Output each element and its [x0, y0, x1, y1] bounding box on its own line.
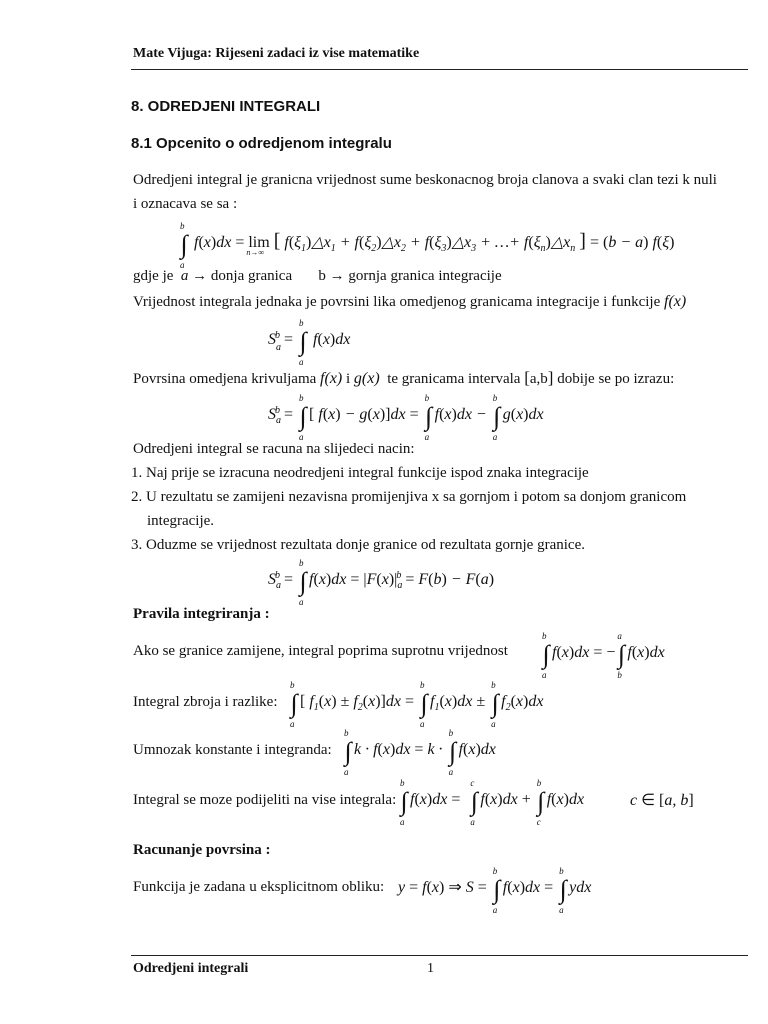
intro-line-2: i oznacava se sa :	[133, 196, 238, 212]
area-formula: $S_a^b$ = ∫ b a f(x)dx	[268, 318, 351, 367]
rule-1-formula: ∫ b a f(x)dx = −∫ a b f(x)dx	[542, 631, 665, 680]
areas-heading: Racunanje povrsina :	[133, 842, 271, 858]
newton-leibniz-formula: $S_a^b$ = ∫ b a $f(x)dx = |F(x)|_a^b = F(b) - F(a)$	[268, 558, 495, 607]
rules-heading: Pravila integriranja :	[133, 606, 270, 622]
between-curves-formula: $S_a^b$ = ∫ b a [ f(x) − g(x)]dx = ∫ b a f(x)dx − ∫ b a g(x)dx	[268, 393, 544, 442]
rule-3-label: Umnozak konstante i integranda:	[133, 742, 332, 758]
procedure-step-1: 1. Naj prije se izracuna neodredjeni integral funkcije ispod znaka integracije	[131, 465, 589, 481]
chapter-title: 8. ODREDJENI INTEGRALI	[131, 98, 321, 115]
between-curves-text: Povrsina omedjena krivuljama f(x) i g(x) te granicama intervala [a,b] dobije se po izrazu:	[133, 368, 675, 387]
rule-2-label: Integral zbroja i razlike:	[133, 694, 278, 710]
footer-title: Odredjeni integrali	[133, 961, 249, 976]
page-number: 1	[427, 961, 434, 976]
rule-3-formula: ∫ b a k · f(x)dx = k · ∫ b a f(x)dx	[344, 728, 496, 777]
intro-line-1: Odredjeni integral je granicna vrijednost sume beskonacnog broja clanova a svaki clan tezi k nuli	[133, 172, 717, 188]
limits-note: gdje je a → donja granica b → gornja granica integracije	[133, 268, 502, 284]
definition-formula: ∫ b a f(x)dx = lim n→∞ [ $f(\xi_1)\triangle x_1$ + $f(\xi_2)\triangle x_2$ + $f(\xi_3)\triangle x_3$ + …+ $f(\xi_n)\triangle x_n$ ] = (b − a) f(ξ)	[180, 221, 675, 270]
rule-4-condition: c ∈ [a, b]	[630, 792, 694, 809]
footer-rule	[131, 955, 748, 956]
rule-1-label: Ako se granice zamijene, integral poprima suprotnu vrijednost	[133, 643, 508, 659]
rule-4-label: Integral se moze podijeliti na vise integrala:	[133, 792, 397, 808]
running-header: Mate Vijuga: Rijeseni zadaci iz vise matematike	[133, 46, 420, 61]
explicit-label: Funkcija je zadana u eksplicitnom obliku:	[133, 879, 385, 895]
area-text: Vrijednost integrala jednaka je povrsini lika omedjenog granicama integracije i funkcije f(x)	[133, 293, 687, 310]
explicit-formula: y = f(x) ⇒ S = ∫ b a f(x)dx = ∫ b a ydx	[398, 866, 592, 915]
procedure-step-3: 3. Oduzme se vrijednost rezultata donje granice od rezultata gornje granice.	[131, 537, 585, 553]
procedure-intro: Odredjeni integral se racuna na slijedeci nacin:	[133, 441, 415, 457]
rule-2-formula: ∫ b a [ $f_1(x) \pm f_2(x)]dx$ = ∫ b a $f_1(x)dx$ ± ∫ b a $f_2(x)dx$	[290, 680, 544, 729]
section-title: 8.1 Opcenito o odredjenom integralu	[131, 135, 392, 152]
rule-4-formula: ∫ b a f(x)dx = ∫ c a f(x)dx + ∫ b c f(x)dx	[400, 778, 585, 827]
procedure-step-2-cont: integracije.	[147, 513, 215, 529]
procedure-step-2: 2. U rezultatu se zamijeni nezavisna promijenjiva x sa gornjom i potom sa donjom granicom	[131, 489, 687, 505]
header-rule	[131, 69, 748, 70]
